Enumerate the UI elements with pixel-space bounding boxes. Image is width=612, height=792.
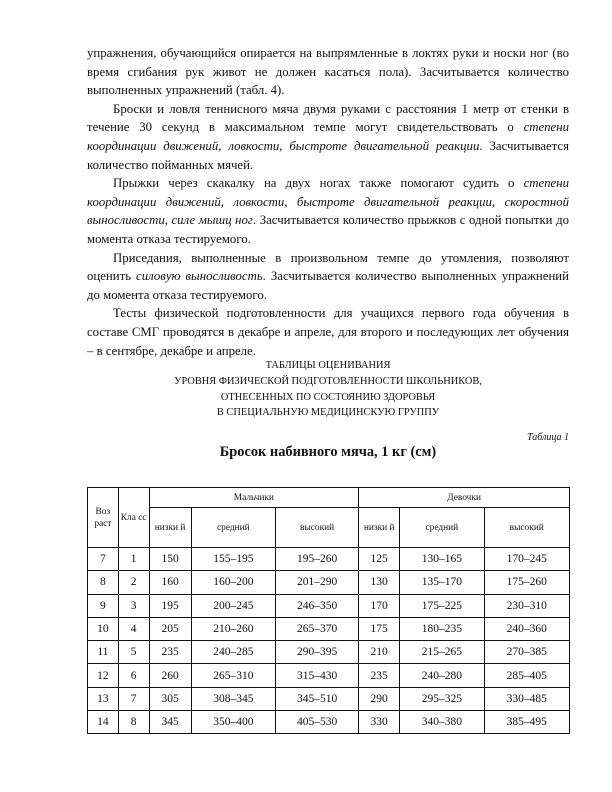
- cell-girls-high: 285–405: [484, 664, 570, 687]
- cell-girls-low: 330: [359, 711, 400, 734]
- table-row: [88, 617, 570, 640]
- cell-boys-high: 195–260: [276, 548, 359, 571]
- cell-boys-mid: 308–345: [191, 687, 275, 710]
- cell-girls-high: 170–245: [484, 548, 570, 571]
- cell-girls-high: 270–385: [484, 641, 570, 664]
- heading-line: УРОВНЯ ФИЗИЧЕСКОЙ ПОДГОТОВЛЕННОСТИ ШКОЛЬНИКОВ,: [174, 375, 482, 387]
- cell-girls-high: 175–260: [484, 571, 570, 594]
- paragraph-test-schedule: Тесты физической подготовленности для учащихся первого года обучения в составе СМГ проводятся в декабре и апреле, для второго и последующих лет обучения – в сентябре, декабре и апреле.: [87, 306, 569, 358]
- column-header-girls-high: высокий: [484, 508, 570, 548]
- table-row: [88, 548, 570, 571]
- cell-boys-low: 260: [149, 664, 191, 687]
- cell-girls-mid: 180–235: [400, 617, 484, 640]
- table-row: [88, 571, 570, 594]
- cell-girls-high: 385–495: [484, 711, 570, 734]
- cell-girls-high: 230–310: [484, 594, 570, 617]
- cell-boys-mid: 210–260: [191, 617, 275, 640]
- cell-age: 14: [88, 711, 119, 734]
- cell-boys-high: 246–350: [276, 594, 359, 617]
- cell-class: 6: [118, 664, 149, 687]
- cell-boys-high: 290–395: [276, 641, 359, 664]
- table-row: [88, 641, 570, 664]
- cell-boys-high: 315–430: [276, 664, 359, 687]
- cell-boys-mid: 200–245: [191, 594, 275, 617]
- cell-girls-high: 330–485: [484, 687, 570, 710]
- table-label: Таблица 1: [527, 432, 569, 443]
- heading-line: ОТНЕСЕННЫХ ПО СОСТОЯНИЮ ЗДОРОВЬЯ: [220, 391, 436, 403]
- cell-girls-high: 240–360: [484, 617, 570, 640]
- cell-girls-mid: 240–280: [400, 664, 484, 687]
- cell-class: 8: [118, 711, 149, 734]
- cell-girls-mid: 130–165: [400, 548, 484, 571]
- paragraph-text: Броски и ловля теннисного мяча двумя руками с расстояния 1 метр от стенки в течение 30 секунд в максимальном темпе могут свидетельствовать о: [87, 101, 569, 135]
- paragraph-text: Приседания, выполненные в произвольном темпе до утомления, позволяют оценить: [87, 250, 569, 284]
- group-header-boys: Мальчики: [149, 488, 359, 508]
- paragraph-squats: [87, 249, 569, 305]
- paragraph-text: . Засчитывается количество прыжков с одной попытки до момента отказа тестируемого.: [87, 213, 569, 246]
- cell-age: 9: [88, 594, 119, 617]
- cell-girls-mid: 340–380: [400, 711, 484, 734]
- paragraph-text: Прыжки через скакалку на двух ногах также помогают судить о: [113, 176, 524, 191]
- paragraph-pushups-continued: упражнения, обучающийся опирается на выпрямленные в локтях руки и носки ног (во время сгибания рук живот не должен касаться пола). Засчитывается количество выполненных упражнений (табл. 4).: [87, 46, 569, 98]
- cell-girls-mid: 135–170: [400, 571, 484, 594]
- cell-boys-low: 205: [149, 617, 191, 640]
- section-heading: [87, 358, 569, 421]
- group-header-girls: Девочки: [359, 488, 570, 508]
- paragraph-tennis-ball: [87, 100, 569, 174]
- cell-class: 2: [118, 571, 149, 594]
- cell-boys-high: 405–530: [276, 711, 359, 734]
- paragraph-emphasis: силовую выносливость: [136, 269, 263, 284]
- table-body: [88, 548, 570, 734]
- cell-boys-high: 201–290: [276, 571, 359, 594]
- cell-class: 3: [118, 594, 149, 617]
- cell-girls-low: 175: [359, 617, 400, 640]
- heading-line: В СПЕЦИАЛЬНУЮ МЕДИЦИНСКУЮ ГРУППУ: [216, 407, 440, 419]
- table-row: [88, 711, 570, 734]
- cell-class: 1: [118, 548, 149, 571]
- cell-girls-mid: 215–265: [400, 641, 484, 664]
- paragraph-emphasis: степени координации движений, ловкости, быстроте двигательной реакции: [87, 120, 569, 153]
- table-title: Бросок набивного мяча, 1 кг (см): [219, 444, 437, 460]
- cell-boys-high: 345–510: [276, 687, 359, 710]
- cell-boys-low: 195: [149, 594, 191, 617]
- norms-table: [87, 487, 570, 734]
- column-header-boys-low: низки й: [149, 508, 191, 548]
- column-header-girls-mid: средний: [400, 508, 484, 548]
- cell-boys-low: 150: [149, 548, 191, 571]
- cell-age: 13: [88, 687, 119, 710]
- body-text: [87, 44, 569, 360]
- cell-age: 7: [88, 548, 119, 571]
- cell-girls-mid: 175–225: [400, 594, 484, 617]
- cell-boys-low: 305: [149, 687, 191, 710]
- cell-girls-low: 235: [359, 664, 400, 687]
- cell-age: 11: [88, 641, 119, 664]
- cell-girls-low: 130: [359, 571, 400, 594]
- cell-boys-mid: 265–310: [191, 664, 275, 687]
- cell-age: 8: [88, 571, 119, 594]
- column-header-boys-high: высокий: [276, 508, 359, 548]
- cell-age: 10: [88, 617, 119, 640]
- cell-girls-low: 290: [359, 687, 400, 710]
- paragraph-emphasis: степени координации движений, ловкости, быстроте двигательной реакции, скоростной выносливости, силе мышц ног: [87, 176, 569, 228]
- cell-age: 12: [88, 664, 119, 687]
- cell-boys-low: 345: [149, 711, 191, 734]
- cell-girls-low: 125: [359, 548, 400, 571]
- column-header-class: Кла сс: [118, 488, 149, 548]
- table-row: [88, 664, 570, 687]
- cell-girls-low: 170: [359, 594, 400, 617]
- table-row: [88, 687, 570, 710]
- cell-boys-low: 160: [149, 571, 191, 594]
- cell-girls-mid: 295–325: [400, 687, 484, 710]
- column-header-girls-low: низки й: [359, 508, 400, 548]
- cell-class: 5: [118, 641, 149, 664]
- cell-girls-low: 210: [359, 641, 400, 664]
- cell-class: 7: [118, 687, 149, 710]
- column-header-age: Воз раст: [88, 488, 119, 548]
- paragraph-text: . Засчитывается количество пойманных мячей.: [87, 138, 570, 172]
- paragraph-jump-rope: [87, 174, 569, 248]
- cell-boys-mid: 155–195: [191, 548, 275, 571]
- paragraph-text: . Засчитывается количество выполненных упражнений до момента отказа тестируемого.: [87, 269, 569, 302]
- table-row: [88, 594, 570, 617]
- cell-boys-mid: 240–285: [191, 641, 275, 664]
- column-header-boys-mid: средний: [191, 508, 275, 548]
- cell-boys-high: 265–370: [276, 617, 359, 640]
- cell-boys-mid: 160–200: [191, 571, 275, 594]
- cell-class: 4: [118, 617, 149, 640]
- heading-line: ТАБЛИЦЫ ОЦЕНИВАНИЯ: [265, 360, 391, 371]
- cell-boys-mid: 350–400: [191, 711, 275, 734]
- cell-boys-low: 235: [149, 641, 191, 664]
